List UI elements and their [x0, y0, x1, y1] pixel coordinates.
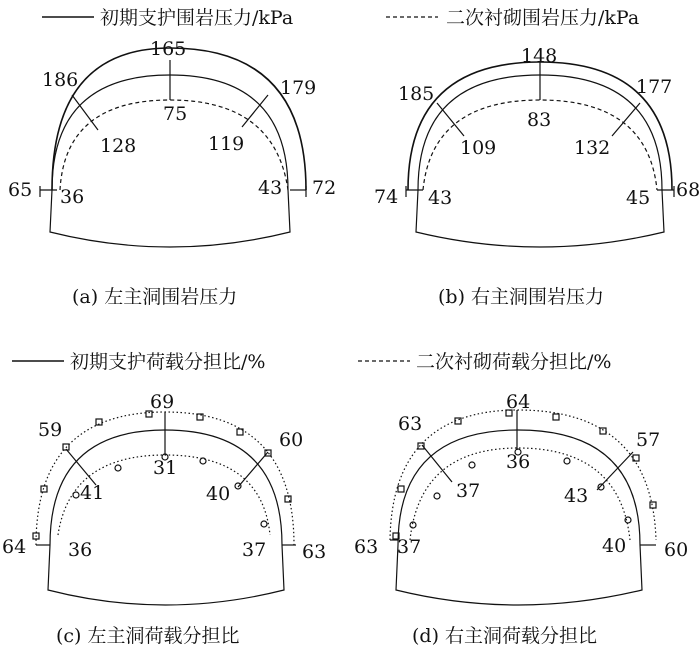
inner-left-value: 43 [428, 187, 453, 209]
caption: (b) 右主洞围岩压力 [438, 286, 605, 308]
outer-upper-left-value: 59 [38, 419, 63, 441]
outer-upper-right-value: 179 [280, 77, 317, 99]
panel-a [8, 38, 336, 308]
inner-crown-value: 31 [153, 457, 178, 479]
gauge-marker [261, 521, 267, 527]
caption: (a) 左主洞围岩压力 [72, 286, 238, 308]
outer-left-value: 64 [2, 536, 27, 558]
caption: (c) 左主洞荷载分担比 [56, 625, 240, 647]
outer-upper-left-value: 186 [42, 69, 79, 91]
inner-upper-right-value: 43 [564, 485, 589, 507]
outer-crown-value: 64 [506, 391, 531, 413]
inner-crown-value: 75 [163, 103, 188, 125]
outer-upper-left-value: 63 [398, 413, 423, 435]
outer-upper-right-value: 60 [279, 429, 304, 451]
legend-dashed-label: 二次衬砌荷载分担比/% [416, 351, 612, 373]
panel-c [2, 391, 326, 647]
inner-right-value: 40 [602, 535, 627, 557]
inner-right-value: 37 [242, 539, 267, 561]
caption: (d) 右主洞荷载分担比 [412, 625, 598, 647]
tunnel-outline [50, 75, 290, 247]
gauge-marker [197, 414, 203, 420]
legend-top [42, 7, 639, 29]
panel-b [374, 45, 700, 308]
outer-upper-right-value: 57 [636, 429, 661, 451]
upper-right-bar [238, 452, 268, 487]
gauge-marker [200, 458, 206, 464]
outer-right-value: 63 [302, 541, 327, 563]
inner-left-value: 37 [397, 536, 422, 558]
inner-upper-right-value: 132 [574, 137, 611, 159]
gauge-marker [115, 465, 121, 471]
inner-right-value: 45 [626, 187, 651, 209]
inner-upper-left-value: 41 [80, 482, 105, 504]
gauge-marker [469, 462, 475, 468]
panel-d [354, 391, 688, 647]
outer-crown-value: 148 [521, 45, 558, 67]
inner-crown-value: 83 [527, 109, 552, 131]
gauge-marker [398, 486, 404, 492]
inner-crown-value: 36 [506, 451, 531, 473]
inner-left-value: 36 [68, 539, 93, 561]
gauge-marker [598, 484, 604, 490]
outer-left-value: 74 [374, 186, 399, 208]
upper-right-bar [612, 103, 640, 136]
tunnel-outline [416, 75, 664, 247]
gauge-marker [73, 492, 79, 498]
inner-upper-right-value: 119 [208, 133, 245, 155]
inner-right-value: 43 [258, 177, 283, 199]
inner-upper-right-value: 40 [206, 483, 231, 505]
outer-crown-value: 165 [150, 38, 187, 60]
outer-right-value: 60 [664, 539, 689, 561]
gauge-marker [235, 483, 241, 489]
primary-gauge-markers [393, 410, 656, 539]
inner-upper-left-value: 37 [456, 480, 481, 502]
outer-crown-value: 69 [150, 391, 175, 413]
outer-right-value: 68 [676, 179, 700, 201]
outer-right-value: 72 [312, 177, 337, 199]
gauge-marker [434, 493, 440, 499]
outer-left-value: 63 [354, 536, 379, 558]
legend-dashed-label: 二次衬砌围岩压力/kPa [446, 7, 640, 29]
gauge-marker [564, 458, 570, 464]
outer-upper-left-value: 185 [398, 83, 435, 105]
legend-solid-label: 初期支护荷载分担比/% [70, 351, 266, 373]
legend-bottom [12, 351, 611, 373]
gauge-marker [600, 428, 606, 434]
inner-upper-left-value: 128 [100, 135, 137, 157]
gauge-marker [650, 502, 656, 508]
upper-left-bar [437, 103, 464, 136]
outer-upper-right-value: 177 [636, 76, 673, 98]
legend-solid-label: 初期支护围岩压力/kPa [100, 7, 294, 29]
upper-left-bar [66, 449, 96, 485]
inner-upper-left-value: 109 [460, 137, 497, 159]
gauge-marker [553, 414, 559, 420]
inner-left-value: 36 [60, 186, 85, 208]
outer-left-value: 65 [8, 179, 33, 201]
